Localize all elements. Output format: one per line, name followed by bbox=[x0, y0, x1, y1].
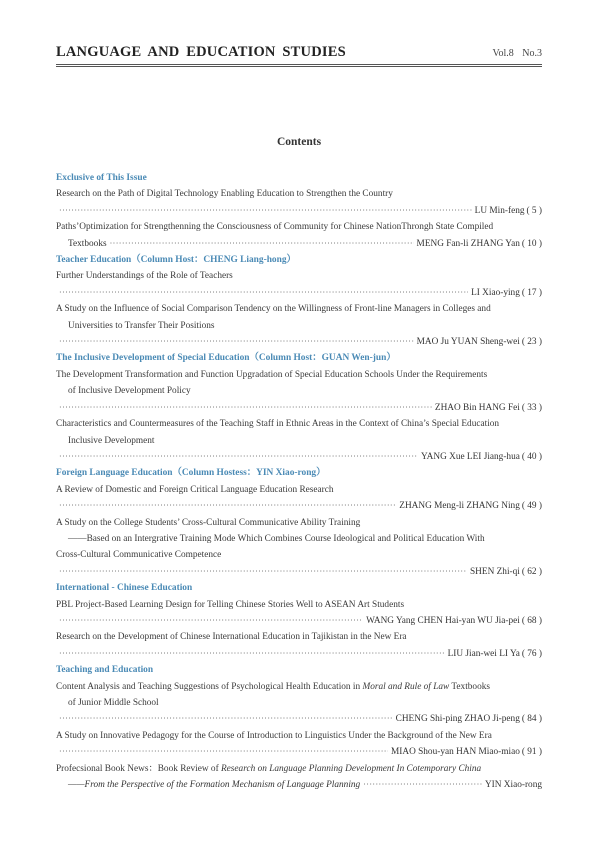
leader-dots bbox=[59, 400, 432, 416]
leader-dots bbox=[59, 285, 468, 301]
textbook-name: Moral and Rule of Law bbox=[362, 681, 450, 692]
entry-page: ( 10 ) bbox=[521, 238, 542, 249]
entry-subtitle: ——Based on an Intergrative Training Mode Which Combines Course Ideological and Political Education With bbox=[68, 533, 485, 544]
running-header bbox=[56, 44, 542, 61]
entry-title bbox=[56, 679, 542, 695]
entry-page: ( 5 ) bbox=[526, 205, 542, 216]
entry-page: ( 62 ) bbox=[521, 566, 542, 577]
entry-author-row bbox=[56, 744, 542, 760]
entry-author-row bbox=[56, 498, 542, 514]
leader-dots bbox=[363, 777, 482, 793]
entry-title: Characteristics and Countermeasures of the Teaching Staff in Ethnic Areas in the Context of China’s Special Education bbox=[56, 419, 500, 430]
entry-title-cont: of Inclusive Development Policy bbox=[68, 386, 191, 397]
entry-title: PBL Project-Based Learning Design for Telling Chinese Stories Well to ASEAN Art Students bbox=[56, 599, 405, 610]
entry-title-part: Textbooks bbox=[449, 681, 490, 692]
entry-author-row bbox=[56, 203, 542, 219]
entry-page: ( 17 ) bbox=[521, 287, 542, 298]
entry-title: Further Understandings of the Role of Teachers bbox=[56, 271, 233, 282]
volume-label: Vol.8 bbox=[492, 48, 514, 59]
entry-title: Paths’Optimization for Strengthenning the Consciousness of Community for Chinese NationThrongh State Compiled bbox=[56, 222, 494, 233]
entry-authors: MENG Fan-li ZHANG Yan bbox=[416, 238, 520, 249]
entry-author-row bbox=[56, 711, 542, 727]
entry-title: The Development Transformation and Function Upgradation of Special Education Schools Under the Requirements bbox=[56, 369, 488, 380]
entry-page: ( 23 ) bbox=[521, 337, 542, 348]
entry-page: ( 84 ) bbox=[521, 714, 542, 725]
entry-authors: LIU Jian-wei LI Ya bbox=[447, 648, 520, 659]
entry-author-row bbox=[56, 285, 542, 301]
entry-title: A Study on the College Students’ Cross-Cultural Communicative Ability Training bbox=[56, 517, 361, 528]
entry-authors: ZHANG Meng-li ZHANG Ning bbox=[399, 501, 520, 512]
contents-title: Contents bbox=[276, 136, 322, 148]
entry-author-row bbox=[56, 236, 542, 252]
entry-authors: MIAO Shou-yan HAN Miao-miao bbox=[391, 747, 520, 758]
entry-authors: LI Xiao-ying bbox=[471, 287, 520, 298]
entry-subtitle-cont: Cross-Cultural Communicative Competence bbox=[56, 550, 222, 561]
entry-page: ( 40 ) bbox=[521, 451, 542, 462]
entry-title: A Study on Innovative Pedagogy for the Course of Introduction to Linguistics Under the Background of the New Era bbox=[56, 730, 492, 741]
leader-dots bbox=[110, 236, 414, 252]
entry-author-row bbox=[56, 613, 542, 629]
book-subtitle: ——From the Perspective of the Formation Mechanism of Language Planning bbox=[68, 780, 361, 791]
entry-title: Research on the Path of Digital Technology Enabling Education to Strengthen the Country bbox=[56, 189, 393, 200]
section-heading: The Inclusive Development of Special Education（Column Host：GUAN Wen-jun） bbox=[56, 353, 396, 364]
entry-title-cont: Universities to Transfer Their Positions bbox=[68, 320, 215, 331]
entry-authors: SHEN Zhi-qi bbox=[470, 566, 520, 577]
entry-title-cont: Inclusive Development bbox=[68, 435, 155, 446]
journal-title: LANGUAGE AND EDUCATION STUDIES bbox=[56, 44, 346, 60]
entry-page: ( 49 ) bbox=[521, 501, 542, 512]
entry-author-row bbox=[56, 449, 542, 465]
section-heading: Teaching and Education bbox=[56, 665, 154, 676]
leader-dots bbox=[59, 564, 467, 580]
entry-author-row bbox=[56, 400, 542, 416]
entry-title bbox=[56, 761, 542, 777]
leader-dots bbox=[59, 334, 414, 350]
entry-title: Research on the Development of Chinese International Education in Tajikistan in the New Era bbox=[56, 632, 407, 643]
section-heading: Teacher Education（Column Host：CHENG Liang-hong） bbox=[56, 255, 296, 266]
leader-dots bbox=[59, 646, 445, 662]
entry-authors: YANG Xue LEI Jiang-hua bbox=[420, 451, 520, 462]
entry-page: ( 33 ) bbox=[521, 402, 542, 413]
entry-title-cont: of Junior Middle School bbox=[68, 698, 159, 708]
entry-author-row bbox=[56, 777, 542, 793]
leader-dots bbox=[59, 498, 396, 514]
entry-authors: YIN Xiao-rong bbox=[484, 780, 542, 791]
book-title: Research on Language Planning Development In Cotemporary China bbox=[221, 763, 482, 774]
entry-page: ( 76 ) bbox=[521, 648, 542, 659]
entry-page: ( 68 ) bbox=[521, 615, 542, 626]
section-heading: Foreign Language Education（Column Hostess：YIN Xiao-rong） bbox=[56, 468, 326, 479]
table-of-contents bbox=[56, 170, 542, 793]
entry-authors: ZHAO Bin HANG Fei bbox=[434, 402, 520, 413]
entry-author-row bbox=[56, 646, 542, 662]
entry-title-part: Profecsional Book News：Book Review of bbox=[56, 763, 221, 774]
entry-title: A Review of Domestic and Foreign Critical Language Education Research bbox=[56, 484, 334, 495]
entry-title: A Study on the Influence of Social Comparison Tendency on the Willingness of Front-line Managers in Colleges and bbox=[56, 304, 491, 315]
entry-authors: CHENG Shi-ping ZHAO Ji-peng bbox=[395, 714, 520, 725]
entry-authors: LU Min-feng bbox=[474, 205, 525, 216]
entry-title-cont: Textbooks bbox=[68, 238, 107, 249]
issue-info bbox=[493, 48, 542, 59]
section-heading: International - Chinese Education bbox=[56, 583, 193, 594]
leader-dots bbox=[59, 449, 418, 465]
leader-dots bbox=[59, 744, 388, 760]
entry-authors: MAO Ju YUAN Sheng-wei bbox=[416, 337, 520, 348]
number-label: No.3 bbox=[522, 48, 542, 59]
entry-author-row bbox=[56, 334, 542, 350]
entry-authors: WANG Yang CHEN Hai-yan WU Jia-pei bbox=[366, 615, 520, 626]
leader-dots bbox=[59, 613, 363, 629]
section-heading: Exclusive of This Issue bbox=[56, 173, 147, 183]
header-rule bbox=[56, 64, 542, 67]
leader-dots bbox=[59, 203, 472, 219]
entry-title-part: Content Analysis and Teaching Suggestions of Psychological Health Education in bbox=[56, 681, 363, 692]
entry-author-row bbox=[56, 564, 542, 580]
entry-page: ( 91 ) bbox=[521, 747, 542, 758]
leader-dots bbox=[59, 711, 393, 727]
